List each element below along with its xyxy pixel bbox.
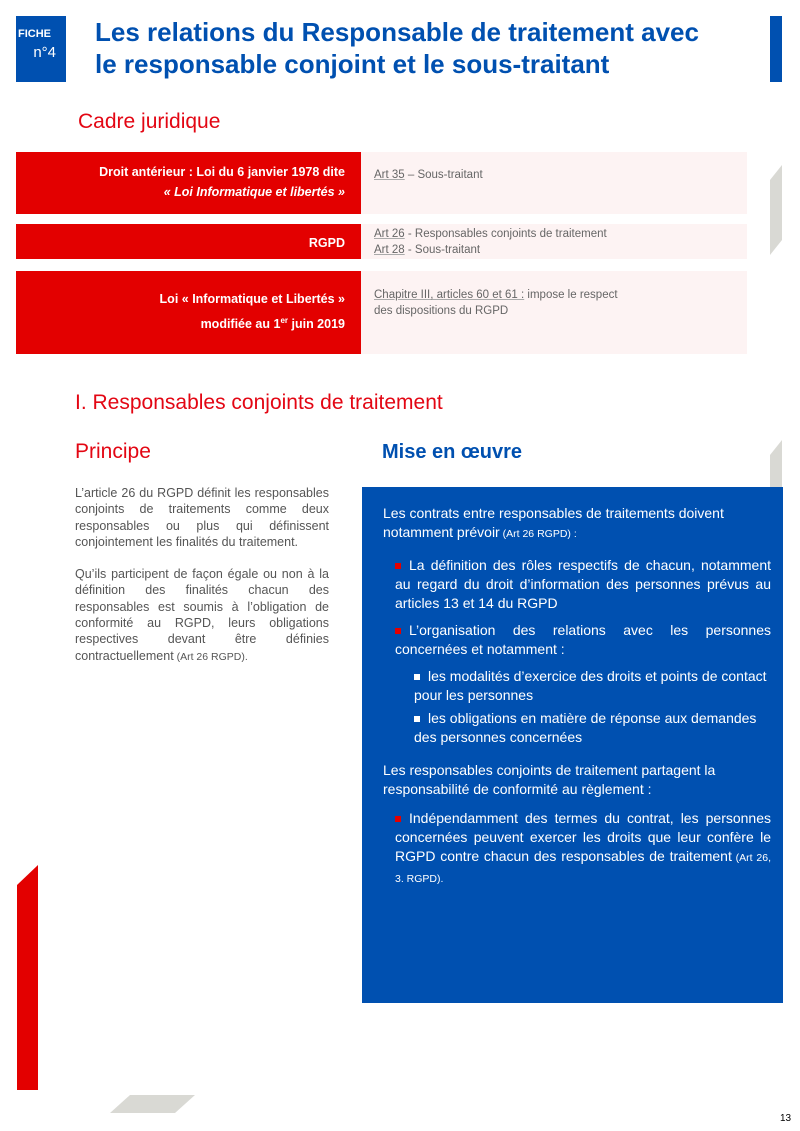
article-link[interactable]: Art 35 xyxy=(374,169,405,181)
row-label: « Loi Informatique et libertés » xyxy=(163,185,345,199)
row-text: – Sous-traitant xyxy=(404,169,483,181)
grey-slant-shape xyxy=(110,1095,195,1113)
fiche-number: n°4 xyxy=(33,44,56,61)
article-link[interactable]: Chapitre III, articles 60 et 61 : xyxy=(374,289,525,301)
row-label: RGPD xyxy=(308,236,345,250)
row-text: - Sous-traitant xyxy=(404,244,481,256)
paragraph: Qu’ils participent de façon égale ou non à la définition des finalités chacun des responsables est soumis à l’obligation de conformité au RGPD, leurs obligations respectives devant être définies contractuellement (Art 26 RGPD). xyxy=(75,567,329,663)
paragraph: Les contrats entre responsables de traitements doivent notamment prévoir (Art 26 RGPD) : xyxy=(383,505,724,540)
row-text: impose le respect des dispositions du RGPD xyxy=(374,289,618,317)
article-link[interactable]: Art 28 xyxy=(374,244,405,256)
row-label: Droit antérieur : Loi du 6 janvier 1978 dite xyxy=(99,165,345,179)
sub-bullet-item: les obligations en matière de réponse aux demandes des personnes concernées xyxy=(414,710,757,745)
page-number: 13 xyxy=(780,1113,792,1124)
sub-bullet-item: les modalités d’exercice des droits et points de contact pour les personnes xyxy=(414,668,767,703)
bullet-item: La définition des rôles respectifs de chacun, notamment au regard du droit d’information des personnes prévus au articles 13 et 14 du RGPD xyxy=(395,557,771,611)
title-line2: le responsable conjoint et le sous-traitant xyxy=(95,49,610,79)
principe-heading: Principe xyxy=(75,440,151,463)
grey-side-shape xyxy=(770,440,782,487)
paragraph: L’article 26 du RGPD définit les responsables conjoints de traitements comme deux responsables ou plus qui définissent conjointement les finalités du traitement. xyxy=(75,486,329,549)
bullet-item: L’organisation des relations avec les personnes concernées et notamment : xyxy=(395,622,771,657)
paragraph: Les responsables conjoints de traitement partagent la responsabilité de conformité au règlement : xyxy=(383,762,716,797)
section-heading: I. Responsables conjoints de traitement xyxy=(75,391,443,414)
red-slant-shape xyxy=(17,865,38,1090)
article-link[interactable]: Art 26 xyxy=(374,228,405,240)
grey-side-shape xyxy=(770,165,782,255)
row-label: Loi « Informatique et Libertés » xyxy=(159,292,345,306)
row-text: - Responsables conjoints de traitement xyxy=(404,228,607,240)
fiche-label: FICHE xyxy=(18,28,51,40)
row-label: modifiée au 1er juin 2019 xyxy=(200,316,345,332)
title-line1: Les relations du Responsable de traitement avec xyxy=(95,17,699,47)
mise-en-oeuvre-heading: Mise en œuvre xyxy=(382,441,523,463)
cadre-heading: Cadre juridique xyxy=(78,110,221,133)
bullet-item: Indépendamment des termes du contrat, les personnes concernées peuvent exercer les droits que leur confère le RGPD contre chacun des responsables de traitement (Art 26, 3. RGPD). xyxy=(395,810,771,885)
